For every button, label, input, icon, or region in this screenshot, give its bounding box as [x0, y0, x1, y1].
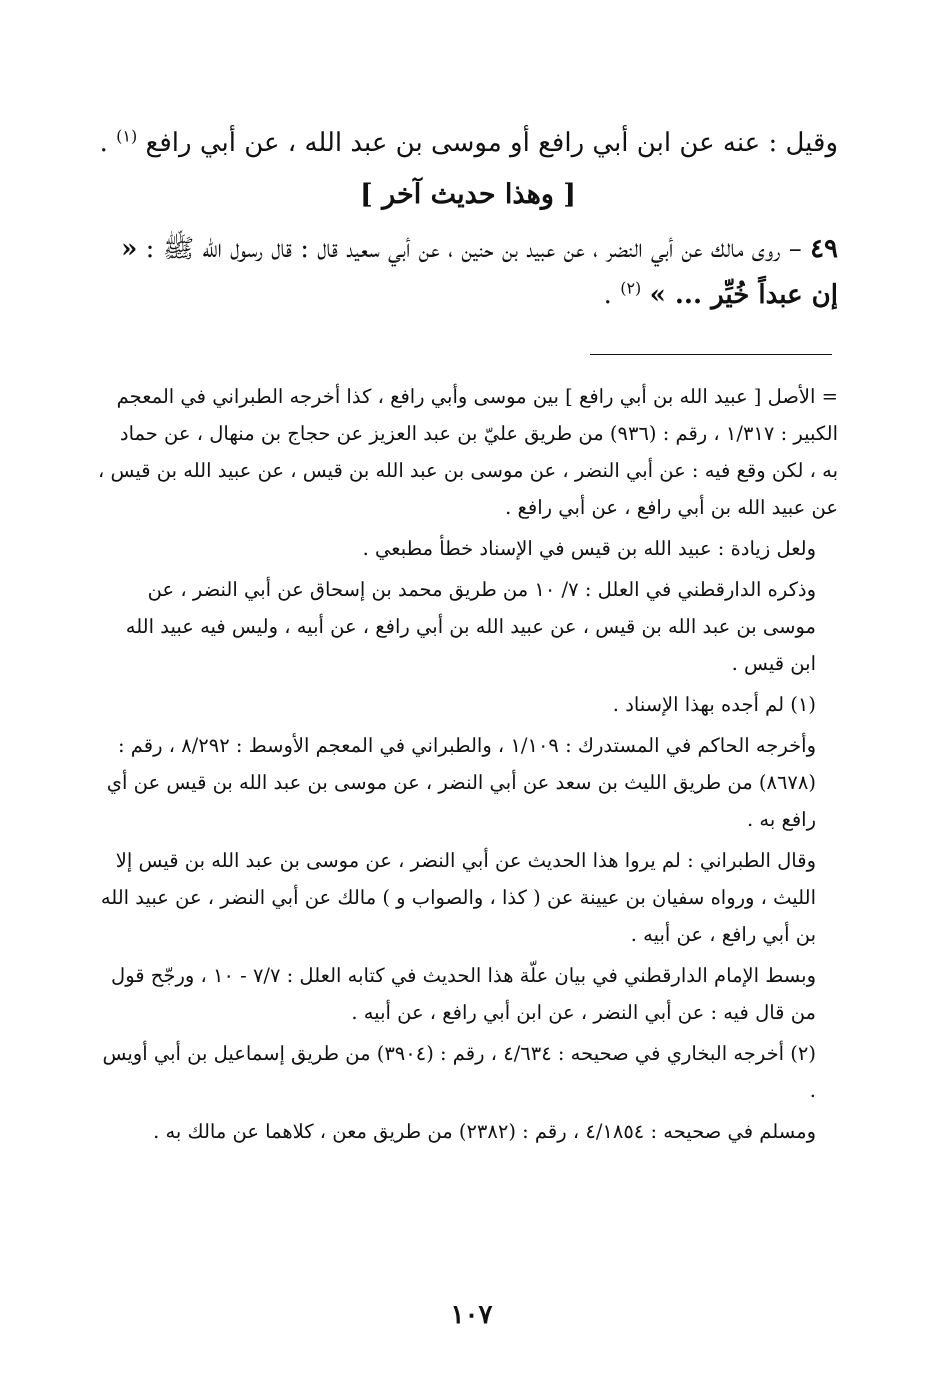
main-line-1 — [98, 120, 838, 166]
section-heading: [ وهذا حديث آخر ] — [359, 179, 577, 210]
footnote-separator — [590, 354, 832, 355]
footnote-1: (١) لم أجده بهذا الإسناد . — [612, 693, 816, 716]
hadith-intro: – روى مالك عن أبي النضر ، عن عبيد بن حنين ، عن أبي سعيد قال : قال رسول الله ﷺ : — [137, 234, 811, 264]
hadith-end: . — [603, 280, 621, 310]
hadith-quote: « إن عبداً خُيِّر ... » — [121, 234, 838, 310]
footnote-2: (٢) أخرجه البخاري في صحيحه : ٤/٦٣٤ ، رقم : (٣٩٠٤) من طريق إسماعيل بن أبي أويس . — [102, 1042, 816, 1102]
footnote-paragraph: وأخرجه الحاكم في المستدرك : ١/١٠٩ ، والطبراني في المعجم الأوسط : ٨/٢٩٢ ، رقم : (٨٦٧٨) من طريق الليث بن سعد عن أبي النضر ، عن موسى بن عبد الله بن قيس عن أي رافع به . — [106, 734, 816, 831]
footnote-paragraph: وبسط الإمام الدارقطني في بيان علّة هذا الحديث في كتابه العلل : ٧/٧ - ١٠ ، ورجّح قول من قال فيه : عن أبي النضر ، عن ابن أبي رافع ، عن أبيه . — [111, 964, 816, 1024]
page-number: ١٠٧ — [450, 1300, 493, 1330]
hadith-number: ٤٩ — [810, 234, 838, 264]
footnote-paragraph: = الأصل [ عبيد الله بن أبي رافع ] بين موسى وأبي رافع ، كذا أخرجه الطبراني في المعجم الكبير : ١/٣١٧ ، رقم : (٩٣٦) من طريق عليّ بن عبد العزيز عن حجاج بن منهال ، عن حماد به ، لكن وقع فيه : عن أبي النضر ، عن موسى بن عبد الله بن قيس ، عن عبيد الله بن قيس ، عن عبيد الله بن أبي رافع ، عن أبي رافع . — [98, 385, 838, 519]
main-text — [98, 120, 838, 318]
hadith-49 — [98, 226, 838, 318]
main-line-1-text: وقيل : عنه عن ابن أبي رافع أو موسى بن عبد الله ، عن أبي رافع — [145, 128, 838, 158]
footnotes — [98, 378, 838, 1154]
footnote-paragraph: وقال الطبراني : لم يروا هذا الحديث عن أبي النضر ، عن موسى بن عبد الله بن قيس إلا الليث ، ورواه سفيان بن عيينة عن ( كذا ، والصواب و ) مالك عن أبي النضر ، عن عبيد الله بن أبي رافع ، عن أبيه . — [100, 849, 816, 946]
footnote-ref-1: (١) — [116, 126, 138, 146]
footnote-ref-2: (٢) — [620, 278, 642, 298]
footnote-paragraph: وذكره الدارقطني في العلل : ٧/ ١٠ من طريق محمد بن إسحاق عن أبي النضر ، عن موسى بن عبد الله بن قيس ، عن عبيد الله بن أبي رافع ، عن أبيه ، وليس فيه عبيد الله ابن قيس . — [125, 578, 816, 675]
footnote-paragraph: ومسلم في صحيحه : ٤/١٨٥٤ ، رقم : (٢٣٨٢) من طريق معن ، كلاهما عن مالك به . — [153, 1120, 816, 1143]
footnote-paragraph: ولعل زيادة : عبيد الله بن قيس في الإسناد خطأ مطبعي . — [362, 537, 816, 560]
main-line-1-end: . — [99, 128, 117, 158]
